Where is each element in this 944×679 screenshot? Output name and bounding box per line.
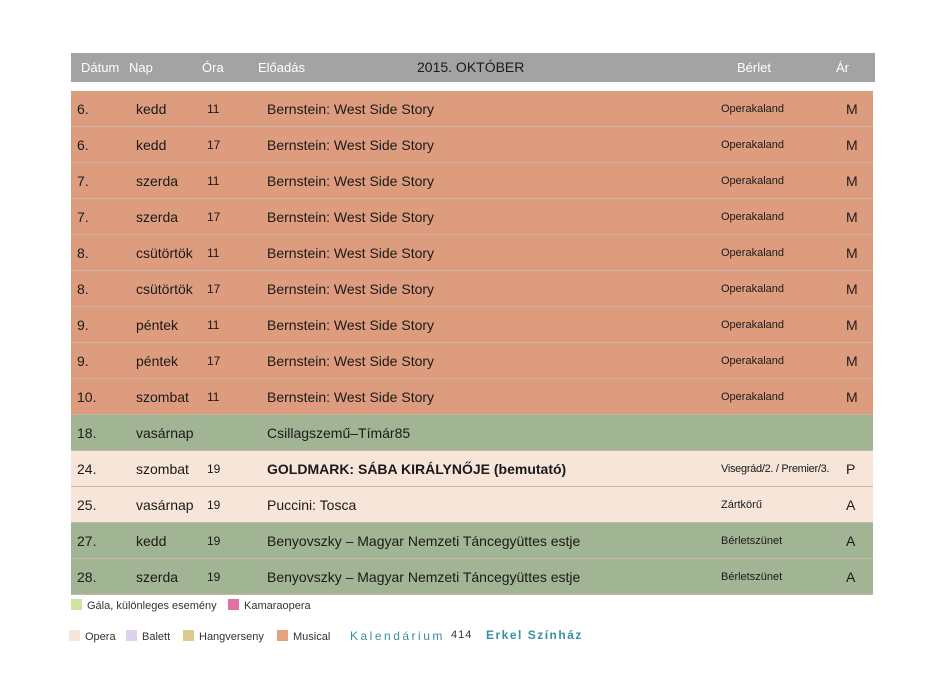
header-date: Dátum bbox=[81, 60, 120, 75]
cell-time: 19 bbox=[207, 462, 221, 476]
cell-date: 8. bbox=[77, 281, 89, 297]
cell-event: Bernstein: West Side Story bbox=[267, 173, 435, 189]
table-row bbox=[71, 523, 873, 559]
cell-pass: Zártkörű bbox=[721, 499, 762, 511]
header-price: Ár bbox=[836, 60, 849, 75]
cell-time: 17 bbox=[207, 210, 221, 224]
footer-brand: Erkel Színház bbox=[486, 628, 583, 642]
cell-date: 27. bbox=[77, 533, 97, 549]
cell-pass: Bérletszünet bbox=[721, 571, 783, 583]
cell-price: M bbox=[846, 101, 858, 117]
cell-pass: Operakaland bbox=[721, 283, 784, 295]
cell-pass: Operakaland bbox=[721, 139, 784, 151]
cell-price: P bbox=[846, 461, 856, 477]
cell-price: M bbox=[846, 173, 858, 189]
cell-price: A bbox=[846, 569, 856, 585]
cell-day: szerda bbox=[136, 209, 179, 225]
page-number: 414 bbox=[451, 629, 473, 641]
legend-concert-swatch bbox=[183, 630, 194, 641]
legend-gala-swatch bbox=[71, 599, 82, 610]
cell-event: Benyovszky – Magyar Nemzeti Táncegyüttes estje bbox=[267, 569, 581, 585]
cell-event: GOLDMARK: SÁBA KIRÁLYNŐJE (bemutató) bbox=[267, 461, 567, 477]
cell-date: 24. bbox=[77, 461, 97, 477]
cell-event: Bernstein: West Side Story bbox=[267, 101, 435, 117]
cell-date: 10. bbox=[77, 389, 97, 405]
cell-pass: Operakaland bbox=[721, 103, 784, 115]
table-row bbox=[71, 307, 873, 343]
cell-day: péntek bbox=[136, 317, 179, 333]
cell-pass: Operakaland bbox=[721, 391, 784, 403]
cell-date: 7. bbox=[77, 173, 89, 189]
cell-pass: Operakaland bbox=[721, 211, 784, 223]
footer-calendar: Kalendárium bbox=[350, 629, 445, 643]
legend-musical bbox=[277, 630, 330, 643]
cell-day: kedd bbox=[136, 101, 167, 117]
cell-date: 9. bbox=[77, 317, 89, 333]
cell-date: 6. bbox=[77, 101, 89, 117]
cell-time: 11 bbox=[207, 246, 220, 260]
legend-gala bbox=[71, 599, 217, 612]
cell-date: 7. bbox=[77, 209, 89, 225]
cell-price: M bbox=[846, 281, 858, 297]
cell-event: Bernstein: West Side Story bbox=[267, 209, 435, 225]
table-row bbox=[71, 343, 873, 379]
table-row bbox=[71, 451, 873, 487]
table-row bbox=[71, 163, 873, 199]
cell-event: Bernstein: West Side Story bbox=[267, 281, 435, 297]
cell-time: 17 bbox=[207, 354, 221, 368]
cell-day: szombat bbox=[136, 389, 189, 405]
cell-price: A bbox=[846, 497, 856, 513]
cell-pass: Visegrád/2. / Premier/3. bbox=[721, 463, 830, 475]
cell-time: 11 bbox=[207, 318, 220, 332]
legend-concert bbox=[183, 630, 264, 643]
cell-time: 17 bbox=[207, 138, 221, 152]
cell-pass: Bérletszünet bbox=[721, 535, 783, 547]
cell-event: Bernstein: West Side Story bbox=[267, 137, 435, 153]
table-row bbox=[71, 379, 873, 415]
table-row bbox=[71, 559, 873, 595]
cell-event: Bernstein: West Side Story bbox=[267, 245, 435, 261]
table-row bbox=[71, 415, 873, 451]
cell-day: kedd bbox=[136, 533, 167, 549]
legend-opera-label: Opera bbox=[85, 631, 116, 643]
legend-chamber-opera-swatch bbox=[228, 599, 239, 610]
legend-musical-swatch bbox=[277, 630, 288, 641]
cell-event: Puccini: Tosca bbox=[267, 497, 357, 513]
cell-date: 28. bbox=[77, 569, 97, 585]
header-pass: Bérlet bbox=[737, 60, 771, 75]
cell-pass: Operakaland bbox=[721, 319, 784, 331]
legend-concert-label: Hangverseny bbox=[199, 631, 264, 643]
cell-price: M bbox=[846, 353, 858, 369]
cell-day: csütörtök bbox=[136, 281, 193, 297]
cell-pass: Operakaland bbox=[721, 355, 784, 367]
table-row bbox=[71, 127, 873, 163]
cell-price: M bbox=[846, 245, 858, 261]
cell-event: Bernstein: West Side Story bbox=[267, 389, 435, 405]
legend-ballet bbox=[126, 630, 170, 643]
cell-price: M bbox=[846, 317, 858, 333]
legend-musical-label: Musical bbox=[293, 631, 331, 643]
cell-date: 6. bbox=[77, 137, 89, 153]
cell-price: M bbox=[846, 137, 858, 153]
legend-ballet-swatch bbox=[126, 630, 137, 641]
cell-time: 19 bbox=[207, 498, 221, 512]
page-title: 2015. OKTÓBER bbox=[417, 59, 525, 75]
cell-price: M bbox=[846, 209, 858, 225]
cell-day: szerda bbox=[136, 569, 179, 585]
legend-gala-label: Gála, különleges esemény bbox=[87, 600, 217, 612]
cell-date: 9. bbox=[77, 353, 89, 369]
table-row bbox=[71, 91, 873, 127]
cell-date: 25. bbox=[77, 497, 97, 513]
cell-day: szombat bbox=[136, 461, 189, 477]
cell-day: péntek bbox=[136, 353, 179, 369]
legend-ballet-label: Balett bbox=[142, 631, 171, 643]
cell-time: 11 bbox=[207, 390, 220, 404]
legend-opera bbox=[69, 630, 116, 643]
schedule-table bbox=[71, 91, 873, 595]
cell-time: 11 bbox=[207, 174, 220, 188]
cell-day: vasárnap bbox=[136, 425, 194, 441]
table-row bbox=[71, 199, 873, 235]
cell-day: csütörtök bbox=[136, 245, 193, 261]
cell-time: 11 bbox=[207, 102, 220, 116]
cell-pass: Operakaland bbox=[721, 247, 784, 259]
cell-time: 17 bbox=[207, 282, 221, 296]
cell-date: 8. bbox=[77, 245, 89, 261]
legend-chamber-opera-label: Kamaraopera bbox=[244, 600, 311, 612]
header-day: Nap bbox=[129, 60, 153, 75]
cell-price: A bbox=[846, 533, 856, 549]
cell-day: vasárnap bbox=[136, 497, 194, 513]
legend-chamber-opera bbox=[228, 599, 311, 612]
table-row bbox=[71, 235, 873, 271]
header-event: Előadás bbox=[258, 60, 305, 75]
table-header bbox=[71, 53, 875, 82]
cell-event: Bernstein: West Side Story bbox=[267, 353, 435, 369]
header-time: Óra bbox=[202, 60, 224, 75]
cell-day: kedd bbox=[136, 137, 167, 153]
cell-pass: Operakaland bbox=[721, 175, 784, 187]
cell-event: Benyovszky – Magyar Nemzeti Táncegyüttes estje bbox=[267, 533, 581, 549]
legend-opera-swatch bbox=[69, 630, 80, 641]
cell-day: szerda bbox=[136, 173, 179, 189]
cell-price: M bbox=[846, 389, 858, 405]
cell-time: 19 bbox=[207, 570, 221, 584]
cell-date: 18. bbox=[77, 425, 97, 441]
cell-event: Bernstein: West Side Story bbox=[267, 317, 435, 333]
cell-event: Csillagszemű–Tímár85 bbox=[267, 425, 411, 441]
table-row bbox=[71, 487, 873, 523]
cell-time: 19 bbox=[207, 534, 221, 548]
table-row bbox=[71, 271, 873, 307]
